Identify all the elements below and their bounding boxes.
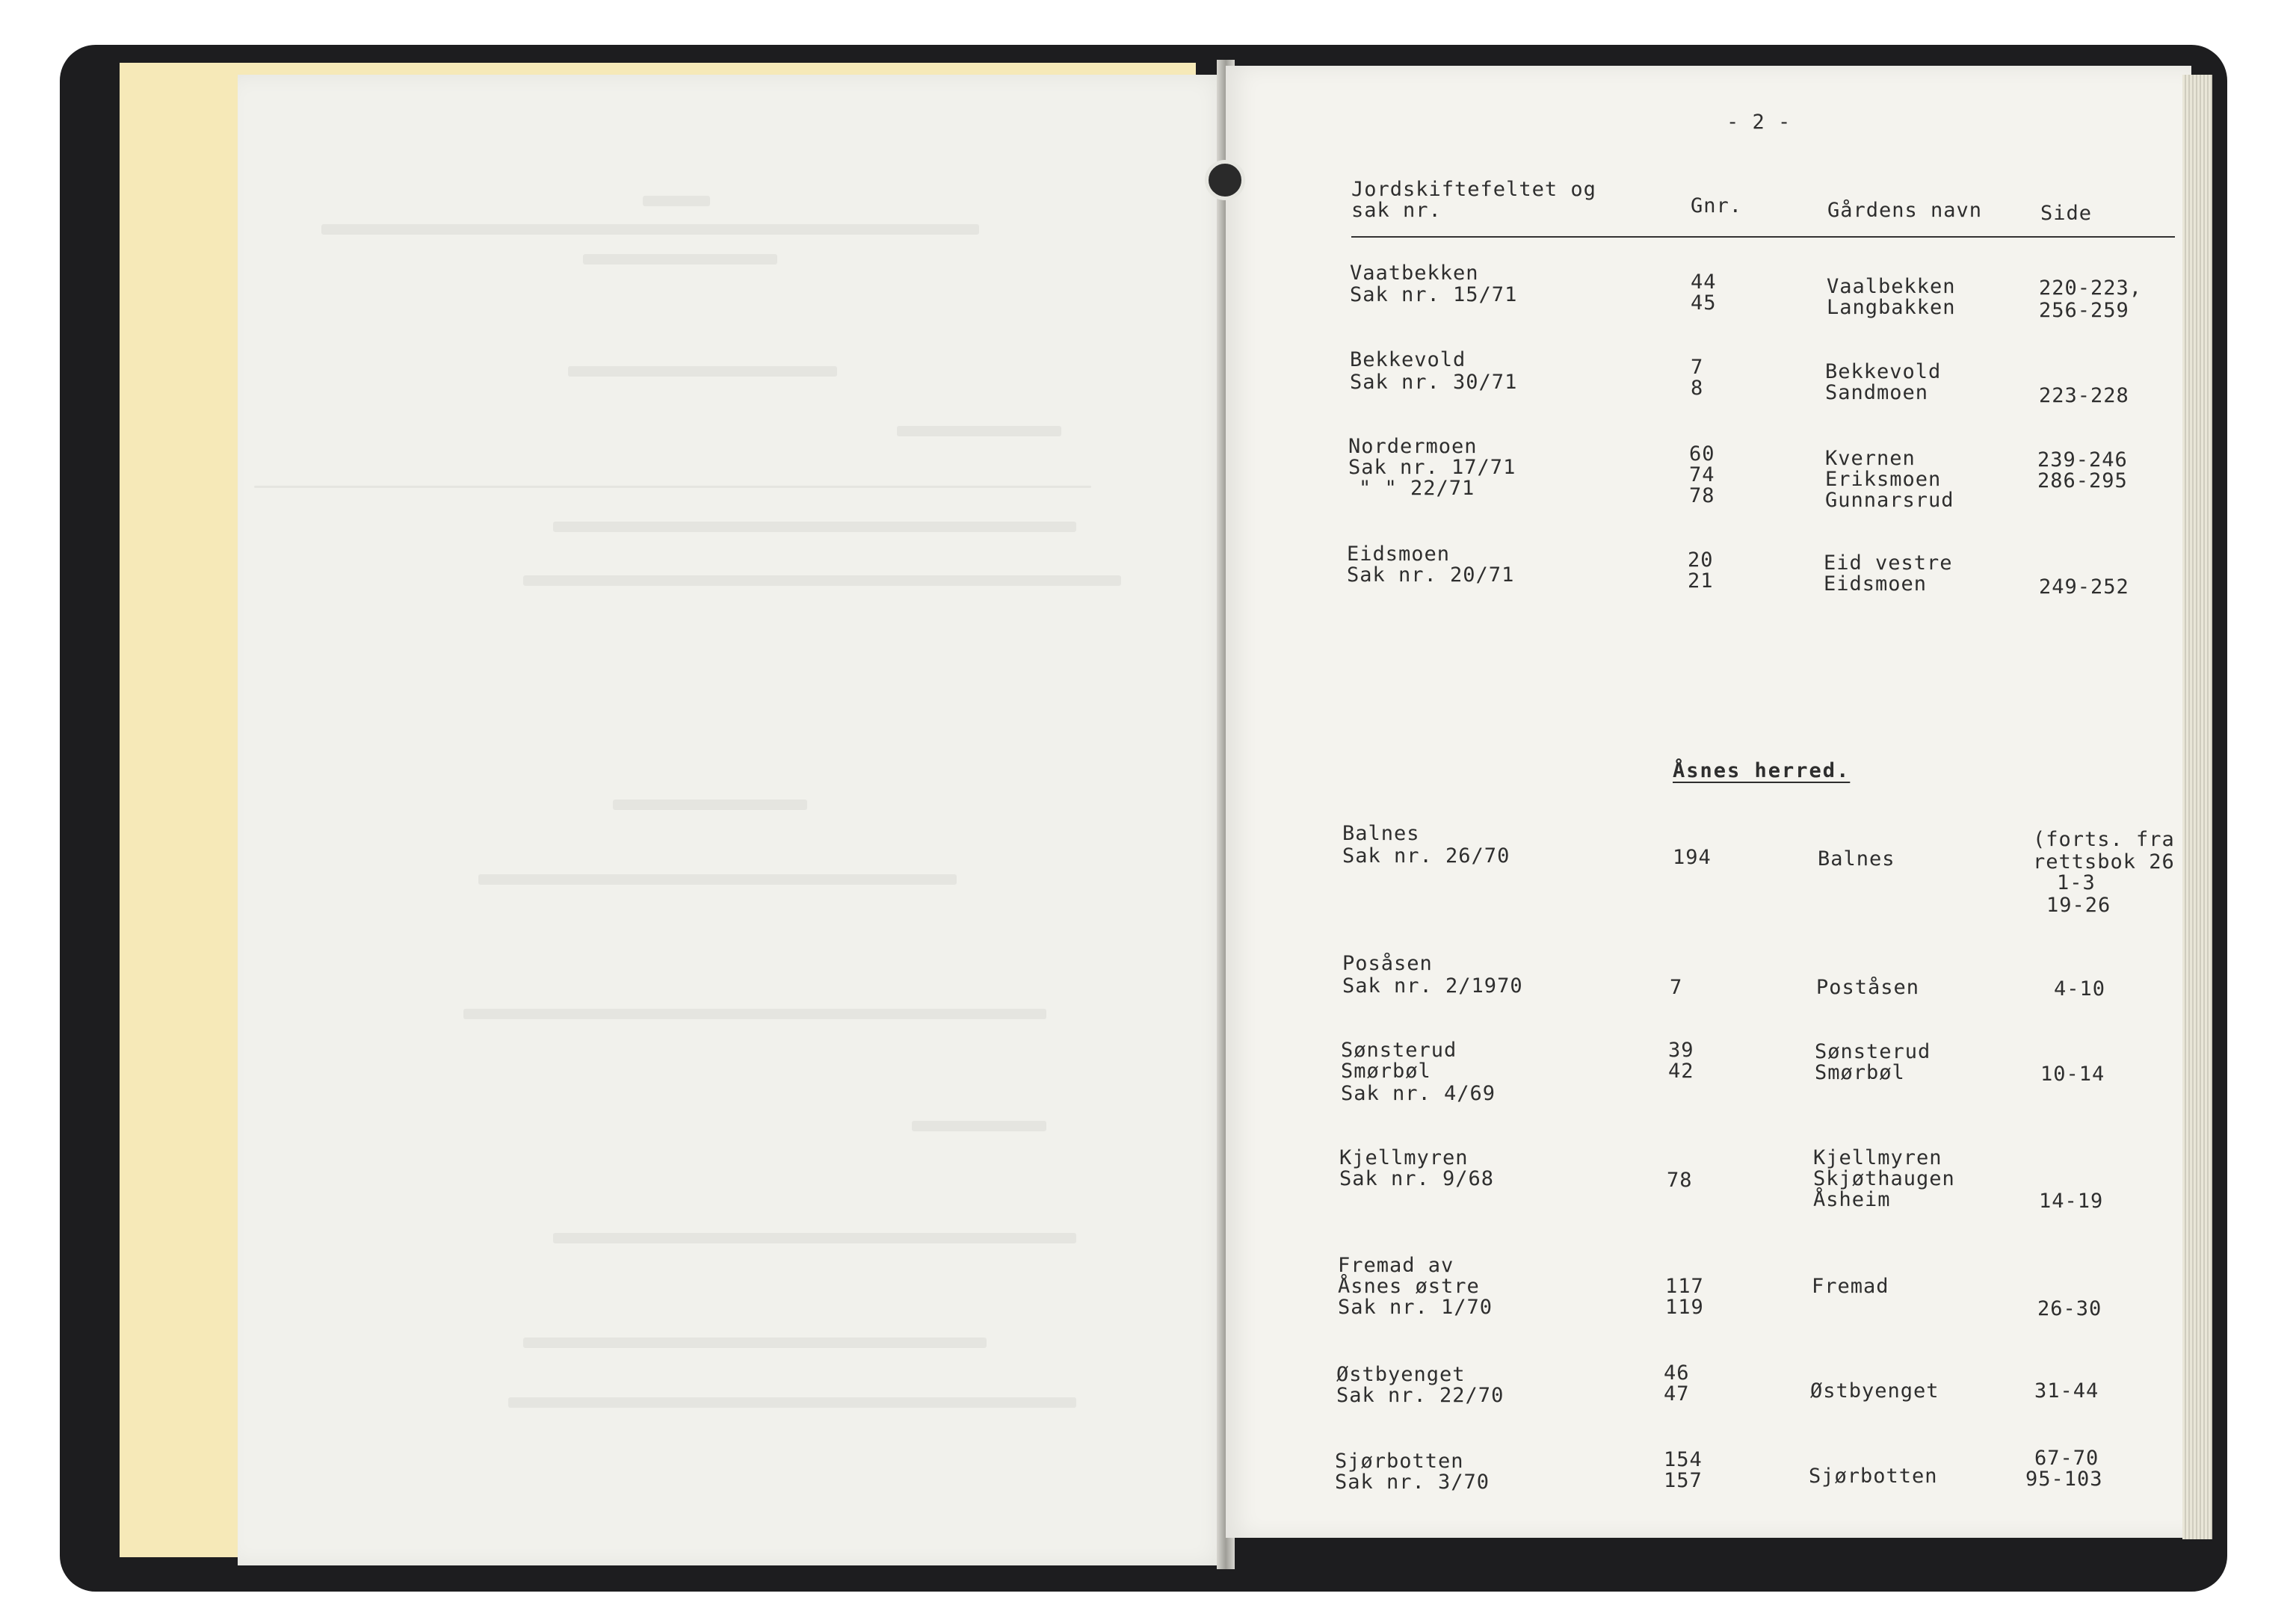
entry-gard: Vaalbekken [1827,275,1956,298]
entry-gnr: 78 [1667,1169,1693,1192]
entry-gnr: 154 [1664,1448,1703,1471]
entry-gard: Gunnarsrud [1825,489,1954,512]
entry-gnr: 21 [1688,569,1714,593]
entry-side: 223-228 [2039,384,2129,407]
entry-gard: Bekkevold [1825,360,1942,383]
header-col-side: Side [2040,202,2093,225]
entry-gnr: 45 [1691,291,1717,315]
entry-name: Kjellmyren [1339,1146,1469,1169]
punch-hole [1205,160,1245,200]
entry-sak: Sak nr. 15/71 [1350,283,1518,306]
entry-side: 14-19 [2039,1190,2104,1213]
entry-side: 220-223, [2039,276,2143,300]
entry-gard: Fremad [1812,1275,1889,1298]
entry-sak: Sak nr. 17/71 [1348,456,1516,479]
entry-name: Bekkevold [1350,348,1466,371]
entry-gnr: 47 [1664,1382,1690,1406]
entry-gard: Smørbøl [1815,1061,1905,1084]
entry-name: Balnes [1342,822,1420,845]
entry-name: Sjørbotten [1335,1450,1464,1473]
entry-gnr: 157 [1664,1469,1703,1492]
entry-gnr: 8 [1691,377,1704,400]
entry-gnr: 60 [1689,442,1715,466]
entry-gard: Sandmoen [1825,381,1929,404]
entry-name: Smørbøl [1341,1060,1431,1083]
page-number: - 2 - [1726,111,1792,134]
entry-sak: " " 22/71 [1359,477,1475,500]
entry-gard: Sønsterud [1815,1040,1931,1063]
entry-sak: Sak nr. 22/70 [1336,1384,1505,1407]
entry-side: 239-246 [2037,448,2128,472]
entry-name: Posåsen [1342,952,1433,975]
entry-side: 4-10 [2054,977,2106,1001]
section-heading-asnes: Åsnes herred. [1673,759,1851,782]
entry-gard: Poståsen [1816,976,1920,999]
entry-gard: Østbyenget [1810,1379,1939,1403]
entry-gnr: 119 [1665,1296,1704,1319]
page-edges [2182,75,2212,1539]
entry-gnr: 78 [1689,484,1715,507]
entry-gard: Eriksmoen [1825,468,1942,491]
entry-sak: Sak nr. 2/1970 [1342,974,1523,998]
entry-name: Vaatbekken [1350,262,1479,285]
entry-side: 26-30 [2037,1297,2102,1320]
entry-side: 1-3 [2057,871,2096,894]
entry-sak: Sak nr. 1/70 [1338,1296,1493,1319]
entry-side: (forts. fra [2033,828,2175,851]
header-rule [1351,236,2175,238]
entry-gnr: 7 [1691,356,1704,379]
header-col-jordskiftefelt-line1: Jordskiftefeltet og [1351,178,1596,201]
entry-gnr: 117 [1665,1275,1704,1298]
entry-gard: Eidsmoen [1824,572,1928,596]
entry-side: 67-70 [2034,1447,2099,1470]
entry-gard: Åsheim [1813,1188,1891,1211]
entry-name: Eidsmoen [1347,542,1451,566]
entry-gnr: 20 [1688,548,1714,572]
entry-gnr: 44 [1691,270,1717,294]
header-col-gardens-navn: Gårdens navn [1827,199,1983,222]
entry-sak: Sak nr. 4/69 [1341,1082,1496,1105]
header-col-gnr: Gnr. [1691,194,1743,217]
header-col-jordskiftefelt-line2: sak nr. [1351,199,1442,222]
entry-gard: Kjellmyren [1813,1146,1942,1169]
entry-gard: Kvernen [1825,447,1916,470]
bleed-through-text [239,172,1121,1517]
entry-gnr: 42 [1668,1060,1694,1083]
entry-gnr: 194 [1673,846,1712,869]
entry-sak: Sak nr. 20/71 [1347,563,1515,587]
entry-gard: Langbakken [1827,296,1956,319]
entry-gnr: 7 [1670,976,1683,999]
entry-side: 286-295 [2037,469,2128,492]
entry-name: Åsnes østre [1338,1275,1480,1298]
entry-gard: Sjørbotten [1809,1465,1938,1488]
entry-gnr: 74 [1689,463,1715,486]
entry-gnr: 46 [1664,1361,1690,1385]
entry-sak: Sak nr. 30/71 [1350,371,1518,394]
entry-name: Fremad av [1338,1254,1454,1277]
entry-gnr: 39 [1668,1039,1694,1062]
entry-side: 19-26 [2046,894,2111,917]
entry-gard: Skjøthaugen [1813,1167,1955,1190]
entry-name: Nordermoen [1348,435,1478,458]
entry-side: 249-252 [2039,575,2129,599]
entry-gard: Eid vestre [1824,551,1953,575]
entry-gard: Balnes [1818,847,1895,871]
entry-name: Østbyenget [1336,1363,1466,1386]
entry-side: 31-44 [2034,1379,2099,1403]
entry-sak: Sak nr. 3/70 [1335,1471,1490,1494]
entry-side: 10-14 [2040,1063,2105,1086]
entry-name: Sønsterud [1341,1039,1457,1062]
entry-sak: Sak nr. 9/68 [1339,1167,1495,1190]
entry-sak: Sak nr. 26/70 [1342,844,1510,868]
entry-side: 95-103 [2025,1468,2103,1491]
entry-side: 256-259 [2039,299,2129,322]
entry-side: rettsbok 26 [2033,850,2175,874]
